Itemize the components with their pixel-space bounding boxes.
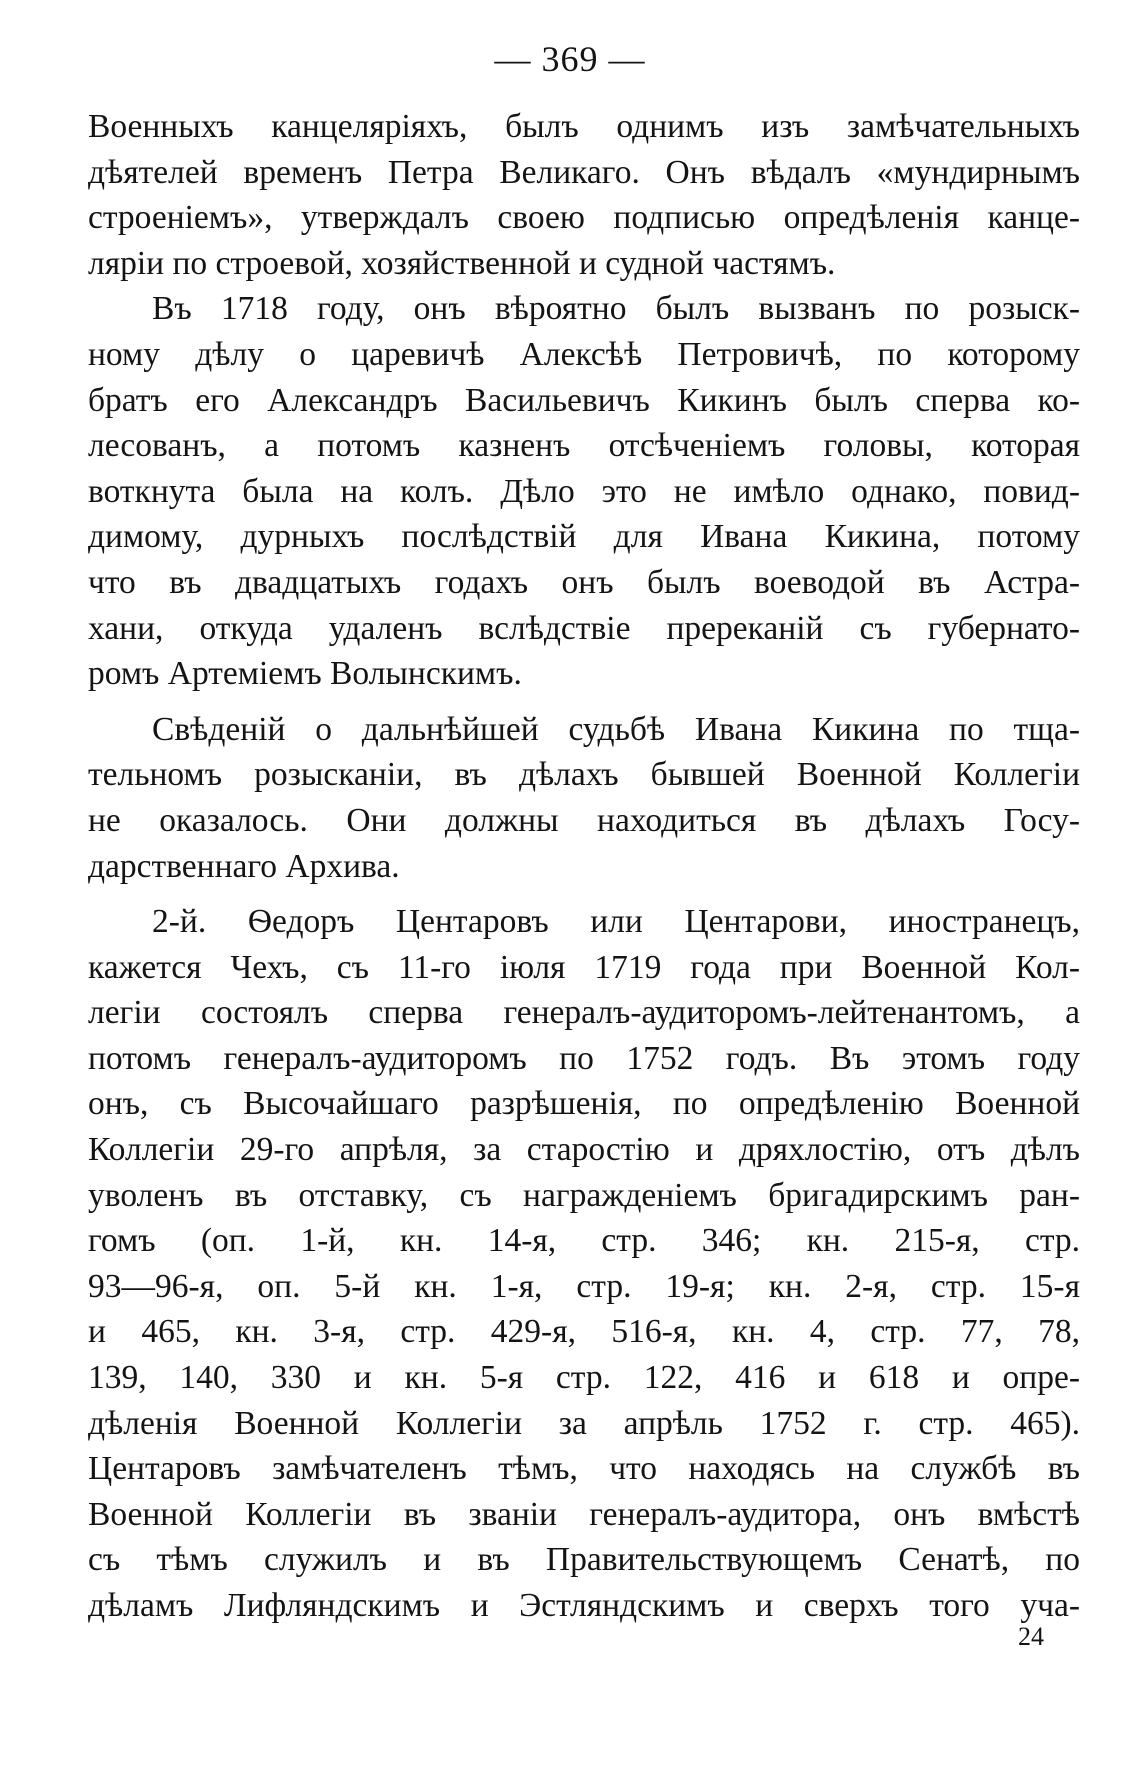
text-line: и 465, кн. 3-я, стр. 429-я, 516-я, кн. 4, стр. 77, 78, [88,1313,1080,1351]
text-line: 2-й. Ѳедоръ Центаровъ или Центарови, иностранецъ, [152,903,1080,941]
text-line: гомъ (оп. 1-й, кн. 14-я, стр. 346; кн. 215-я, стр. [88,1222,1080,1260]
signature-mark: 24 [1018,1622,1044,1651]
text-line: воткнута была на колъ. Дѣло это не имѣло однако, повид- [88,472,1080,510]
text-line: кажется Чехъ, съ 11-го іюля 1719 года при Военной Кол- [88,948,1080,986]
text-line: онъ, съ Высочайшаго разрѣшенія, по опредѣленію Военной [88,1085,1080,1123]
text-line: дѣятелей временъ Петра Великаго. Онъ вѣдалъ «мундирнымъ [88,153,1080,191]
text-line: тельномъ розысканіи, въ дѣлахъ бывшей Военной Коллегіи [88,756,1080,794]
text-line: 93—96-я, оп. 5-й кн. 1-я, стр. 19-я; кн. 2-я, стр. 15-я [88,1267,1080,1305]
text-line: лесованъ, а потомъ казненъ отсѣченіемъ головы, которая [88,427,1080,465]
text-line: Военныхъ канцеляріяхъ, былъ однимъ изъ замѣчательныхъ [88,108,1080,145]
text-line: димому, дурныхъ послѣдствій для Ивана Кикина, потому [88,518,1080,556]
text-line: не оказалось. Они должны находиться въ дѣлахъ Госу- [88,801,1080,839]
text-line: хани, откуда удаленъ вслѣдствіе пререканій съ губернато- [88,609,1080,647]
text-line: 139, 140, 330 и кн. 5-я стр. 122, 416 и 618 и опре- [88,1359,1080,1397]
text-line: легіи состоялъ сперва генералъ-аудиторомъ-лейтенантомъ, а [88,994,1080,1032]
page-number: — 369 — [494,39,646,79]
body-text [88,104,1080,1629]
text-line: ному дѣлу о царевичѣ Алексѣѣ Петровичѣ, по которому [88,335,1080,373]
text-line: дѣленія Военной Коллегіи за апрѣль 1752 г. стр. 465). [88,1404,1080,1442]
text-line: Въ 1718 году, онъ вѣроятно былъ вызванъ по розыск- [152,290,1080,328]
text-line: уволенъ въ отставку, съ награжденіемъ бригадирскимъ ран- [88,1176,1080,1214]
text-line: ляріи по строевой, хозяйственной и судной частямъ. [88,244,836,282]
text-line: потомъ генералъ-аудиторомъ по 1752 годъ. Въ этомъ году [88,1039,1080,1077]
text-line: Центаровъ замѣчателенъ тѣмъ, что находясь на службѣ въ [88,1450,1080,1488]
text-line: ромъ Артеміемъ Волынскимъ. [88,655,522,693]
text-line: дарственнаго Архива. [88,847,400,885]
text-line: Свѣденій о дальнѣйшей судьбѣ Ивана Кикина по тща- [152,710,1080,748]
text-line: что въ двадцатыхъ годахъ онъ былъ воеводой въ Астра- [88,563,1080,601]
text-line: Военной Коллегіи въ званіи генералъ-аудитора, онъ вмѣстѣ [88,1495,1080,1533]
text-line: строеніемъ», утверждалъ своею подписью опредѣленія канце- [88,199,1080,237]
text-line: дѣламъ Лифляндскимъ и Эстляндскимъ и сверхъ того уча- [88,1587,1080,1624]
text-line: братъ его Александръ Васильевичъ Кикинъ былъ сперва ко- [88,381,1080,419]
text-line: съ тѣмъ служилъ и въ Правительствующемъ Сенатѣ, по [88,1541,1080,1579]
text-line: Коллегіи 29-го апрѣля, за старостію и дряхлостію, отъ дѣлъ [88,1131,1080,1169]
